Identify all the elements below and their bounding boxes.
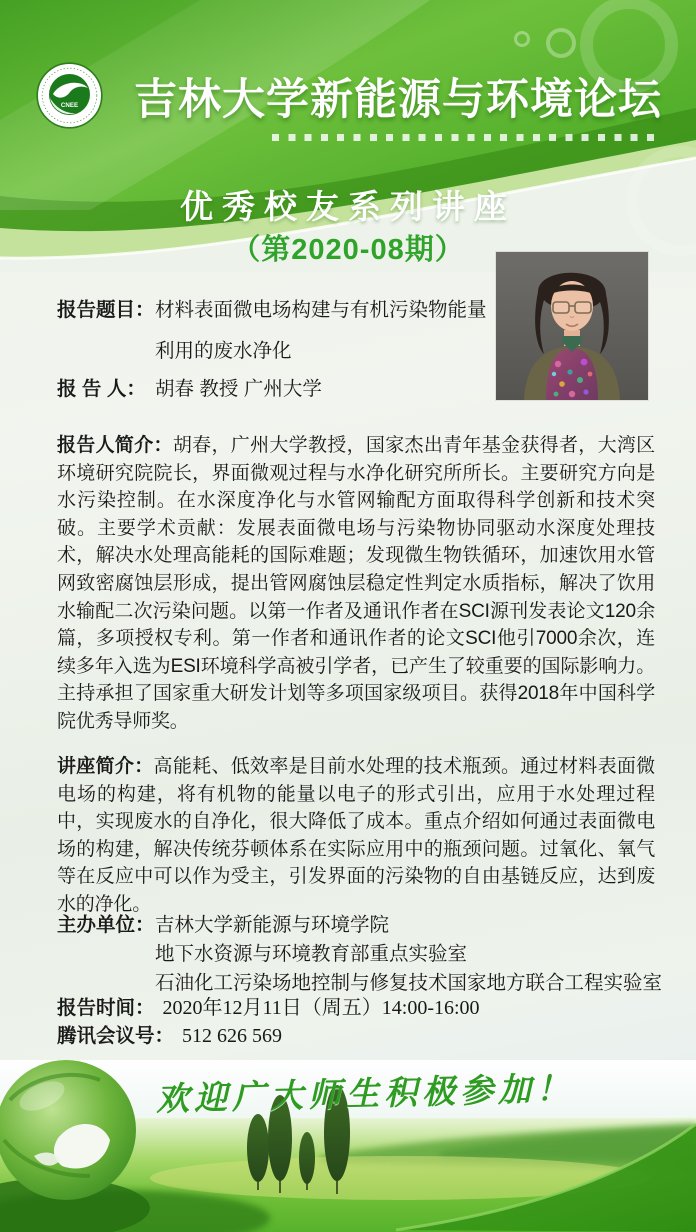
abstract-text: 高能耗、低效率是目前水处理的技术瓶颈。通过材料表面微电场的构建，将有机物的能量以电子的形式引出，应用于水处理过程中，实现废水的自净化，很大降低了成本。重点介绍如何通过表面微电场的构建，解决传统芬顿体系在实际应用中的瓶颈问题。过氧化、氧气等在反应中可以作为受主，引发界面的污染物的自由基链反应，达到废水的净化。 bbox=[57, 756, 655, 915]
issue-number: （第2020-08期） bbox=[231, 234, 465, 266]
bio-label: 报告人简介： bbox=[57, 435, 173, 456]
speaker-photo bbox=[496, 252, 648, 400]
decor-ring-icon bbox=[514, 31, 530, 47]
lecture-abstract bbox=[57, 753, 655, 919]
talk-title-row bbox=[57, 298, 487, 322]
host-row bbox=[57, 940, 667, 969]
logo-abbr: CNEE bbox=[60, 102, 79, 109]
speaker-label: 报 告 人： bbox=[57, 378, 146, 400]
talk-time-row bbox=[57, 996, 667, 1020]
series-title: 优秀校友系列讲座 bbox=[180, 188, 516, 225]
talk-title-line1: 材料表面微电场构建与有机污染物能量 bbox=[155, 299, 487, 321]
forum-title: 吉林大学新能源与环境论坛 bbox=[134, 76, 662, 124]
host-item: 石油化工污染场地控制与修复技术国家地方联合工程实验室 bbox=[155, 972, 663, 995]
welcome-message: 欢迎广大师生积极参加！ bbox=[155, 1071, 575, 1119]
college-logo-icon bbox=[36, 62, 103, 129]
host-item: 吉林大学新能源与环境学院 bbox=[155, 914, 390, 936]
decor-ring-icon bbox=[546, 28, 576, 58]
talk-title-row2 bbox=[57, 339, 487, 363]
speaker-bio bbox=[57, 432, 655, 736]
time-value: 2020年12月11日（周五）14:00-16:00 bbox=[162, 997, 480, 1019]
talk-info bbox=[57, 298, 487, 401]
host-row bbox=[57, 969, 667, 998]
dotted-divider bbox=[272, 134, 662, 141]
meeting-label: 腾讯会议号： bbox=[57, 1025, 175, 1047]
talk-title-label: 报告题目： bbox=[57, 299, 155, 321]
meeting-id-value: 512 626 569 bbox=[182, 1025, 283, 1047]
footer-landscape bbox=[0, 1060, 696, 1232]
meeting-id-row bbox=[57, 1024, 667, 1048]
speaker-name: 胡春 教授 广州大学 bbox=[155, 378, 322, 400]
host-row bbox=[57, 911, 667, 940]
speaker-row bbox=[57, 377, 487, 401]
host-item: 地下水资源与环境教育部重点实验室 bbox=[155, 943, 468, 966]
hosts-label: 主办单位： bbox=[57, 914, 155, 936]
bio-text: 胡春，广州大学教授，国家杰出青年基金获得者，大湾区环境研究院院长，界面微观过程与水净化研究所所长。主要研究方向是水污染控制。在水深度净化与水管网输配方面取得科学创新和技术突破。主要学术贡献：发展表面微电场与污染物协同驱动水深度处理技术，解决水处理高能耗的国际难题；发现微生物铁循环，加速饮用水管网致密腐蚀层形成，提出管网腐蚀层稳定性判定水质指标，解决了饮用水输配二次污染问题。以第一作者及通讯作者在SCI源刊发表论文120余篇，多项授权专利。第一作者和通讯作者的论文SCI他引7000余次，连续多年入选为ESI环境科学高被引学者，已产生了较重要的国际影响力。主持承担了国家重大研发计划等多项国家级项目。获得2018年中国科学院优秀导师奖。 bbox=[57, 435, 655, 732]
abstract-label: 讲座简介： bbox=[57, 756, 154, 777]
time-label: 报告时间： bbox=[57, 997, 155, 1019]
host-organizations bbox=[57, 911, 667, 999]
talk-title-line2: 利用的废水净化 bbox=[155, 340, 292, 362]
